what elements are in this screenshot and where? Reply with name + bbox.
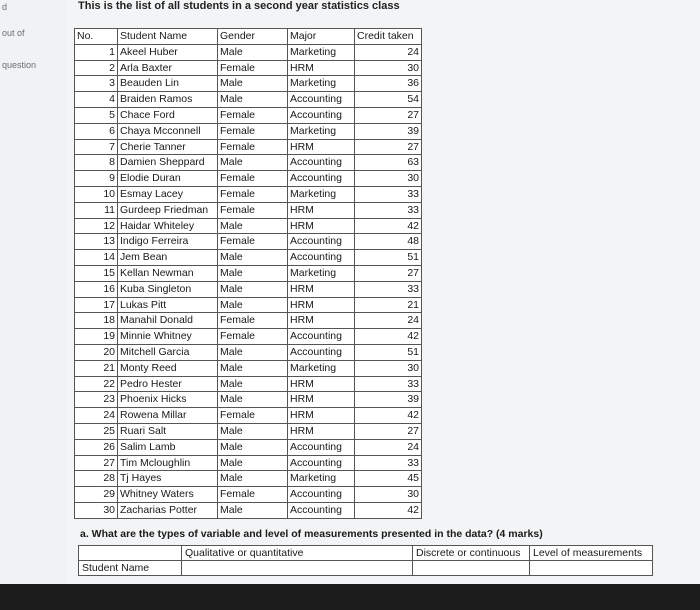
table-row (75, 313, 422, 329)
gender-cell: Female (218, 329, 288, 345)
table-row (75, 107, 422, 123)
student-name-cell: Whitney Waters (118, 487, 218, 503)
table-row (75, 423, 422, 439)
row-number-cell: 25 (75, 423, 118, 439)
major-cell: Accounting (288, 344, 355, 360)
table-row (75, 455, 422, 471)
header-major: Major (288, 29, 355, 45)
student-name-cell: Kellan Newman (118, 265, 218, 281)
table-row (75, 171, 422, 187)
table-row (75, 123, 422, 139)
gender-cell: Male (218, 76, 288, 92)
student-name-cell: Kuba Singleton (118, 281, 218, 297)
major-cell: Marketing (288, 44, 355, 60)
gender-cell: Male (218, 155, 288, 171)
answer-table (78, 545, 653, 576)
major-cell: Accounting (288, 155, 355, 171)
table-row (75, 360, 422, 376)
major-cell: HRM (288, 313, 355, 329)
table-row (75, 376, 422, 392)
table-row (75, 439, 422, 455)
table-row (75, 44, 422, 60)
student-name-cell: Salim Lamb (118, 439, 218, 455)
major-cell: HRM (288, 408, 355, 424)
answer-header-level: Level of measurements (530, 546, 653, 561)
document-page (66, 0, 700, 584)
answer-row-label: Student Name (79, 561, 182, 576)
answer-row (79, 561, 653, 576)
gender-cell: Male (218, 439, 288, 455)
student-name-cell: Minnie Whitney (118, 329, 218, 345)
row-number-cell: 4 (75, 92, 118, 108)
major-cell: Marketing (288, 123, 355, 139)
gender-cell: Male (218, 360, 288, 376)
answer-cell[interactable] (530, 561, 653, 576)
credit-taken-cell: 30 (355, 487, 422, 503)
student-name-cell: Monty Reed (118, 360, 218, 376)
table-row (75, 344, 422, 360)
gender-cell: Female (218, 313, 288, 329)
row-number-cell: 9 (75, 171, 118, 187)
row-number-cell: 10 (75, 186, 118, 202)
row-number-cell: 5 (75, 107, 118, 123)
student-name-cell: Elodie Duran (118, 171, 218, 187)
credit-taken-cell: 27 (355, 139, 422, 155)
row-number-cell: 7 (75, 139, 118, 155)
row-number-cell: 13 (75, 234, 118, 250)
student-name-cell: Braiden Ramos (118, 92, 218, 108)
major-cell: Marketing (288, 186, 355, 202)
major-cell: HRM (288, 139, 355, 155)
sidebar-fragment[interactable]: out of (2, 28, 25, 38)
credit-taken-cell: 27 (355, 107, 422, 123)
major-cell: Accounting (288, 234, 355, 250)
credit-taken-cell: 30 (355, 171, 422, 187)
major-cell: HRM (288, 297, 355, 313)
student-name-cell: Ruari Salt (118, 423, 218, 439)
major-cell: Marketing (288, 360, 355, 376)
major-cell: Marketing (288, 76, 355, 92)
gender-cell: Female (218, 186, 288, 202)
gender-cell: Female (218, 487, 288, 503)
row-number-cell: 2 (75, 60, 118, 76)
credit-taken-cell: 27 (355, 423, 422, 439)
row-number-cell: 17 (75, 297, 118, 313)
table-header-row (75, 29, 422, 45)
gender-cell: Female (218, 202, 288, 218)
student-name-cell: Manahil Donald (118, 313, 218, 329)
major-cell: Marketing (288, 471, 355, 487)
table-row (75, 329, 422, 345)
gender-cell: Male (218, 44, 288, 60)
credit-taken-cell: 30 (355, 360, 422, 376)
credit-taken-cell: 42 (355, 408, 422, 424)
row-number-cell: 20 (75, 344, 118, 360)
row-number-cell: 14 (75, 250, 118, 266)
student-name-cell: Cherie Tanner (118, 139, 218, 155)
students-table (74, 28, 422, 519)
row-number-cell: 15 (75, 265, 118, 281)
student-name-cell: Esmay Lacey (118, 186, 218, 202)
table-row (75, 408, 422, 424)
student-name-cell: Chaya Mcconnell (118, 123, 218, 139)
table-row (75, 218, 422, 234)
row-number-cell: 28 (75, 471, 118, 487)
row-number-cell: 11 (75, 202, 118, 218)
credit-taken-cell: 39 (355, 392, 422, 408)
row-number-cell: 30 (75, 502, 118, 518)
answer-cell[interactable] (413, 561, 530, 576)
gender-cell: Female (218, 171, 288, 187)
student-name-cell: Rowena Millar (118, 408, 218, 424)
student-name-cell: Tj Hayes (118, 471, 218, 487)
row-number-cell: 26 (75, 439, 118, 455)
credit-taken-cell: 24 (355, 439, 422, 455)
table-row (75, 265, 422, 281)
student-name-cell: Jem Bean (118, 250, 218, 266)
gender-cell: Male (218, 455, 288, 471)
major-cell: Accounting (288, 171, 355, 187)
major-cell: Accounting (288, 92, 355, 108)
credit-taken-cell: 33 (355, 281, 422, 297)
major-cell: HRM (288, 60, 355, 76)
gender-cell: Female (218, 234, 288, 250)
table-row (75, 297, 422, 313)
credit-taken-cell: 42 (355, 218, 422, 234)
row-number-cell: 8 (75, 155, 118, 171)
major-cell: Marketing (288, 265, 355, 281)
student-name-cell: Phoenix Hicks (118, 392, 218, 408)
sidebar-fragment[interactable]: question (2, 60, 37, 70)
table-row (75, 76, 422, 92)
major-cell: Accounting (288, 487, 355, 503)
question-text: a. What are the types of variable and level of measurements presented in the data? (4 marks) (80, 528, 543, 540)
student-name-cell: Lukas Pitt (118, 297, 218, 313)
table-row (75, 155, 422, 171)
row-number-cell: 29 (75, 487, 118, 503)
credit-taken-cell: 27 (355, 265, 422, 281)
credit-taken-cell: 42 (355, 329, 422, 345)
credit-taken-cell: 33 (355, 186, 422, 202)
credit-taken-cell: 54 (355, 92, 422, 108)
header-student-name: Student Name (118, 29, 218, 45)
row-number-cell: 6 (75, 123, 118, 139)
student-name-cell: Zacharias Potter (118, 502, 218, 518)
table-row (75, 186, 422, 202)
answer-header-discrete: Discrete or continuous (413, 546, 530, 561)
gender-cell: Male (218, 392, 288, 408)
intro-text: This is the list of all students in a second year statistics class (78, 0, 400, 12)
row-number-cell: 22 (75, 376, 118, 392)
credit-taken-cell: 39 (355, 123, 422, 139)
major-cell: HRM (288, 392, 355, 408)
table-row (75, 250, 422, 266)
student-name-cell: Chace Ford (118, 107, 218, 123)
major-cell: HRM (288, 376, 355, 392)
gender-cell: Male (218, 92, 288, 108)
table-row (75, 487, 422, 503)
row-number-cell: 24 (75, 408, 118, 424)
major-cell: Accounting (288, 107, 355, 123)
student-name-cell: Tim Mcloughlin (118, 455, 218, 471)
credit-taken-cell: 51 (355, 250, 422, 266)
major-cell: HRM (288, 218, 355, 234)
credit-taken-cell: 63 (355, 155, 422, 171)
credit-taken-cell: 33 (355, 376, 422, 392)
row-number-cell: 27 (75, 455, 118, 471)
gender-cell: Male (218, 502, 288, 518)
students-table-body (75, 44, 422, 518)
student-name-cell: Mitchell Garcia (118, 344, 218, 360)
student-name-cell: Pedro Hester (118, 376, 218, 392)
row-number-cell: 18 (75, 313, 118, 329)
major-cell: Accounting (288, 250, 355, 266)
credit-taken-cell: 33 (355, 455, 422, 471)
student-name-cell: Indigo Ferreira (118, 234, 218, 250)
gender-cell: Male (218, 281, 288, 297)
row-number-cell: 3 (75, 76, 118, 92)
gender-cell: Female (218, 139, 288, 155)
table-row (75, 281, 422, 297)
credit-taken-cell: 24 (355, 44, 422, 60)
answer-header-row (79, 546, 653, 561)
credit-taken-cell: 36 (355, 76, 422, 92)
student-name-cell: Gurdeep Friedman (118, 202, 218, 218)
major-cell: Accounting (288, 455, 355, 471)
gender-cell: Male (218, 376, 288, 392)
gender-cell: Male (218, 218, 288, 234)
gender-cell: Male (218, 297, 288, 313)
answer-header-qualitative: Qualitative or quantitative (182, 546, 413, 561)
table-row (75, 392, 422, 408)
student-name-cell: Beauden Lin (118, 76, 218, 92)
credit-taken-cell: 48 (355, 234, 422, 250)
student-name-cell: Damien Sheppard (118, 155, 218, 171)
table-row (75, 502, 422, 518)
header-credit-taken: Credit taken (355, 29, 422, 45)
major-cell: HRM (288, 423, 355, 439)
bottom-bar (0, 584, 700, 610)
major-cell: Accounting (288, 439, 355, 455)
table-row (75, 139, 422, 155)
gender-cell: Male (218, 344, 288, 360)
credit-taken-cell: 21 (355, 297, 422, 313)
major-cell: HRM (288, 202, 355, 218)
table-row (75, 202, 422, 218)
table-row (75, 92, 422, 108)
table-row (75, 471, 422, 487)
credit-taken-cell: 51 (355, 344, 422, 360)
gender-cell: Male (218, 265, 288, 281)
row-number-cell: 12 (75, 218, 118, 234)
student-name-cell: Akeel Huber (118, 44, 218, 60)
gender-cell: Female (218, 123, 288, 139)
gender-cell: Female (218, 408, 288, 424)
major-cell: Accounting (288, 329, 355, 345)
credit-taken-cell: 45 (355, 471, 422, 487)
major-cell: Accounting (288, 502, 355, 518)
gender-cell: Male (218, 250, 288, 266)
table-row (75, 234, 422, 250)
credit-taken-cell: 42 (355, 502, 422, 518)
answer-header-blank (79, 546, 182, 561)
student-name-cell: Arla Baxter (118, 60, 218, 76)
header-no: No. (75, 29, 118, 45)
table-row (75, 60, 422, 76)
row-number-cell: 19 (75, 329, 118, 345)
answer-cell[interactable] (182, 561, 413, 576)
sidebar-fragment: d (2, 2, 8, 12)
credit-taken-cell: 24 (355, 313, 422, 329)
credit-taken-cell: 30 (355, 60, 422, 76)
row-number-cell: 16 (75, 281, 118, 297)
gender-cell: Male (218, 471, 288, 487)
credit-taken-cell: 33 (355, 202, 422, 218)
gender-cell: Male (218, 423, 288, 439)
sidebar-strip (0, 0, 66, 584)
gender-cell: Female (218, 60, 288, 76)
major-cell: HRM (288, 281, 355, 297)
gender-cell: Female (218, 107, 288, 123)
row-number-cell: 21 (75, 360, 118, 376)
header-gender: Gender (218, 29, 288, 45)
row-number-cell: 23 (75, 392, 118, 408)
student-name-cell: Haidar Whiteley (118, 218, 218, 234)
row-number-cell: 1 (75, 44, 118, 60)
